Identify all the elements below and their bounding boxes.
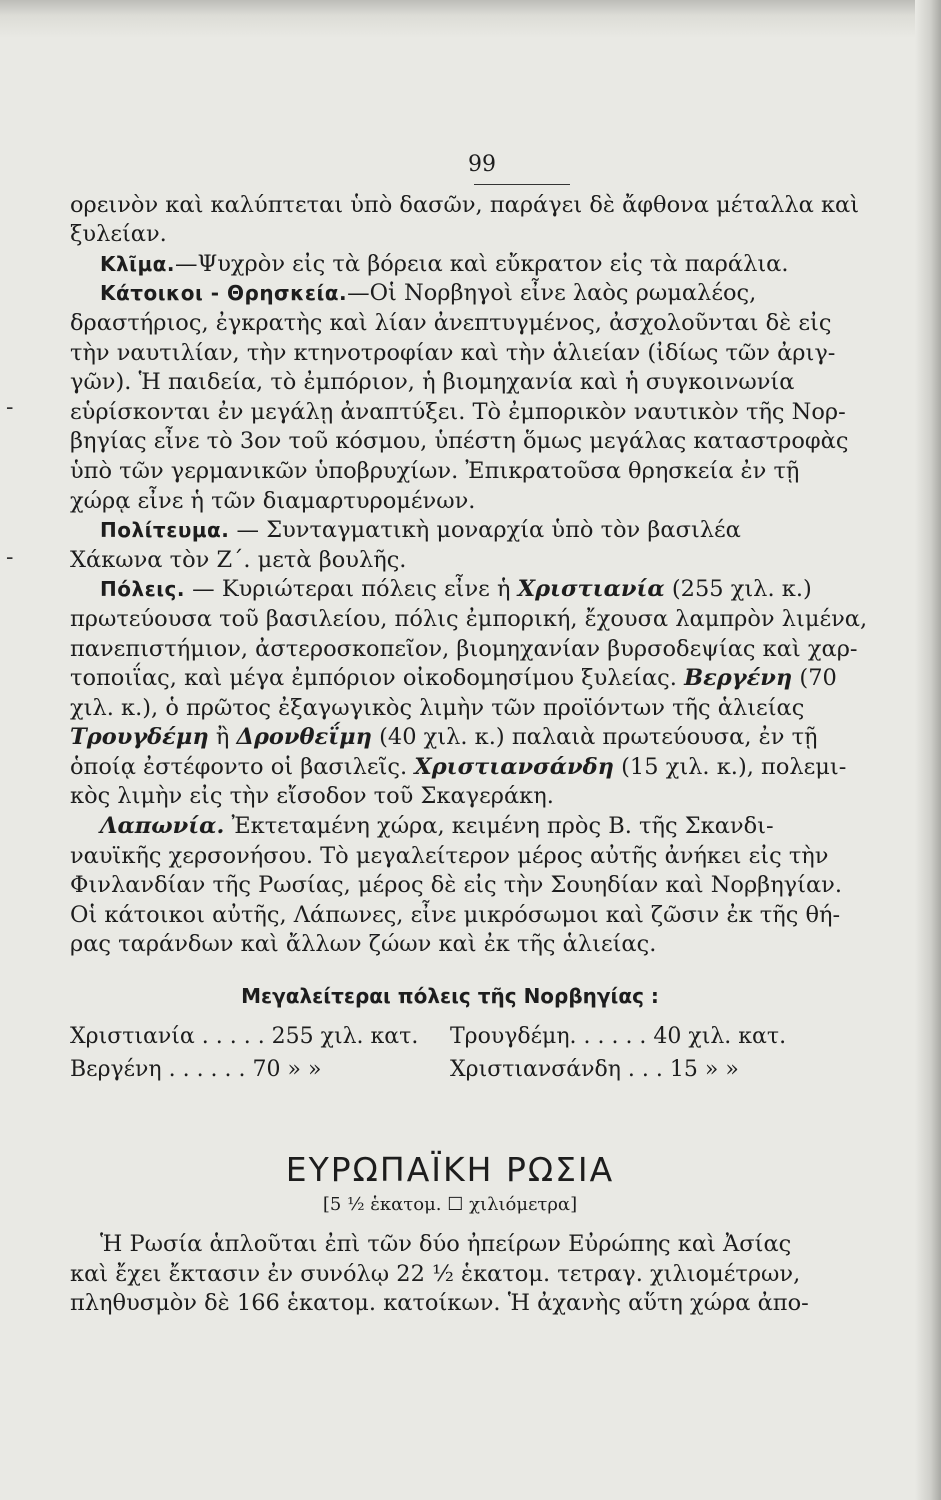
text-line: εὑρίσκονται ἐν μεγάλῃ ἀναπτύξει. Τὸ ἐμπορικὸν ναυτικὸν τῆς Νορ- <box>70 398 846 425</box>
text-line: ναυϊκῆς χερσονήσου. Τὸ μεγαλείτερον μέρος αὐτῆς ἀνήκει εἰς τὴν <box>70 842 829 869</box>
government-paragraph <box>70 516 830 575</box>
text-line: Χάκωνα τὸν Ζ΄. μετὰ βουλῆς. <box>70 546 407 573</box>
text-line: Φινλανδίαν τῆς Ρωσίας, μέρος δὲ εἰς τὴν Σουηδίαν καὶ Νορβηγίαν. <box>70 872 842 899</box>
section-subtitle: [5 ½ ἑκατομ. ☐ χιλιόμετρα] <box>322 1194 578 1216</box>
city-name: Δρονθεΐμη <box>236 724 372 751</box>
text-run: —Ψυχρὸν εἰς τὰ βόρεια καὶ εὔκρατον εἰς τὰ παράλια. <box>175 250 789 277</box>
lapland-paragraph <box>70 812 842 960</box>
text-line: βηγίας εἶνε τὸ 3ον τοῦ κόσμου, ὑπέστη ὅμως μεγάλας καταστροφὰς <box>70 428 849 455</box>
text-run: τοποιΐας, καὶ μέγα ἐμπόριον οἰκοδομησίμου ξυλείας. <box>70 665 685 692</box>
text-run: (40 χιλ. κ.) παλαιὰ πρωτεύουσα, ἐν τῇ <box>371 724 818 751</box>
text-line: χώρᾳ εἶνε ἡ τῶν διαμαρτυρομένων. <box>70 487 476 514</box>
section-heading: Κλῖμα. <box>100 251 176 276</box>
text-line <box>70 664 837 694</box>
text-line <box>70 516 830 546</box>
text-line: πανεπιστήμιον, ἀστεροσκοπεῖον, βιομηχανίαν βυρσοδεψίας καὶ χαρ- <box>70 635 858 662</box>
text-line: δραστήριος, ἐγκρατὴς καὶ λίαν ἀνεπτυγμένος, ἀσχολοῦνται δὲ εἰς <box>70 309 832 336</box>
text-line: κὸς λιμὴν εἰς τὴν εἴσοδον τοῦ Σκαγεράκη. <box>70 783 554 810</box>
margin-mark: - <box>6 395 14 420</box>
text-line: ορεινὸν καὶ καλύπτεται ὑπὸ δασῶν, παράγει δὲ ἄφθονα μέταλλα καὶ <box>70 191 860 218</box>
cities-paragraph <box>70 575 868 812</box>
text-line <box>70 279 830 309</box>
city-row: Τρουγδέμη. . . . . . 40 χιλ. κατ. <box>450 1023 787 1049</box>
text-line: γῶν). Ἡ παιδεία, τὸ ἐμπόριον, ἡ βιομηχανία καὶ ἡ συγκοινωνία <box>70 369 795 396</box>
text-run: —Οἱ Νορβηγοὶ εἶνε λαὸς ρωμαλέος, <box>347 280 757 307</box>
text-run: ἢ <box>208 724 237 751</box>
section-heading: Κάτοικοι - Θρησκεία. <box>100 281 348 306</box>
section-heading: Πολίτευμα. <box>100 518 230 543</box>
text-run: — Συνταγματικὴ μοναρχία ὑπὸ τὸν βασιλέα <box>229 517 741 544</box>
text-line: πληθυσμὸν δὲ 166 ἑκατομ. κατοίκων. Ἡ ἀχανὴς αὕτη χώρα ἀπο- <box>70 1290 809 1317</box>
city-name: Τρουγδέμη <box>70 724 209 751</box>
city-name: Χριστιανσάνδη <box>414 753 614 780</box>
text-run: — Κυριώτεραι πόλεις εἶνε ἡ <box>185 576 518 603</box>
text-line: ρας ταράνδων καὶ ἄλλων ζώων καὶ ἐκ τῆς ἁλιείας. <box>70 931 657 958</box>
text-line: Ἡ Ρωσία ἁπλοῦται ἐπὶ τῶν δύο ἠπείρων Εὐρώπης καὶ Ἀσίας <box>100 1231 792 1257</box>
text-run: (255 χιλ. κ.) <box>664 576 812 603</box>
city-name: Βεργένη <box>684 665 793 692</box>
text-run: (15 χιλ. κ.), πολεμι- <box>614 753 847 780</box>
text-run: Ἐκτεταμένη χώρα, κειμένη πρὸς Β. τῆς Σκανδι- <box>224 813 774 840</box>
city-row: Χριστιανσάνδη . . . 15 » » <box>450 1057 739 1083</box>
book-page <box>70 150 868 1319</box>
largest-cities-title: Μεγαλείτεραι πόλεις τῆς Νορβηγίας : <box>241 984 659 1009</box>
russia-paragraph <box>70 1230 830 1319</box>
page-number: 99 <box>468 152 496 177</box>
city-row: Χριστιανία . . . . . 255 χιλ. κατ. <box>70 1023 419 1049</box>
section-title: ΕΥΡΩΠΑΪΚΗ ΡΩΣΙΑ <box>285 1149 615 1189</box>
scan-right-edge <box>915 0 941 1500</box>
text-line <box>70 575 830 605</box>
text-line: ξυλείαν. <box>70 221 167 248</box>
text-line: ὑπὸ τῶν γερμανικῶν ὑποβρυχίων. Ἐπικρατοῦσα θρησκεία ἐν τῇ <box>70 457 800 484</box>
text-line <box>70 723 830 753</box>
text-line: χιλ. κ.), ὁ πρῶτος ἐξαγωγικὸς λιμὴν τῶν προϊόντων τῆς ἁλιείας <box>70 694 805 721</box>
largest-cities-table <box>70 1022 830 1085</box>
text-run: (70 <box>792 665 837 692</box>
text-line: Οἱ κάτοικοι αὐτῆς, Λάπωνες, εἶνε μικρόσωμοι καὶ ζῶσιν ἐκ τῆς θή- <box>70 901 841 928</box>
inhabitants-paragraph <box>70 279 849 516</box>
city-name: Χριστιανία <box>517 576 665 603</box>
text-line <box>70 812 830 842</box>
intro-paragraph <box>70 191 860 250</box>
climate-paragraph <box>70 250 830 280</box>
text-line: καὶ ἔχει ἔκτασιν ἐν συνόλῳ 22 ½ ἑκατομ. τετραγ. χιλιομέτρων, <box>70 1260 801 1287</box>
text-run: ὁποίᾳ ἐστέφοντο οἱ βασιλεῖς. <box>70 753 415 780</box>
section-heading: Λαπωνία. <box>100 813 225 840</box>
city-row: Βεργένη . . . . . . 70 » » <box>70 1057 322 1083</box>
page-number-rule <box>474 184 570 185</box>
text-line <box>70 753 847 783</box>
text-line: πρωτεύουσα τοῦ βασιλείου, πόλις ἐμπορική, ἔχουσα λαμπρὸν λιμένα, <box>70 605 868 632</box>
margin-mark: - <box>6 545 14 570</box>
scan-top-edge <box>0 0 941 38</box>
text-line: τὴν ναυτιλίαν, τὴν κτηνοτροφίαν καὶ τὴν ἁλιείαν (ἰδίως τῶν ἀριγ- <box>70 339 836 366</box>
section-heading: Πόλεις. <box>100 577 186 602</box>
